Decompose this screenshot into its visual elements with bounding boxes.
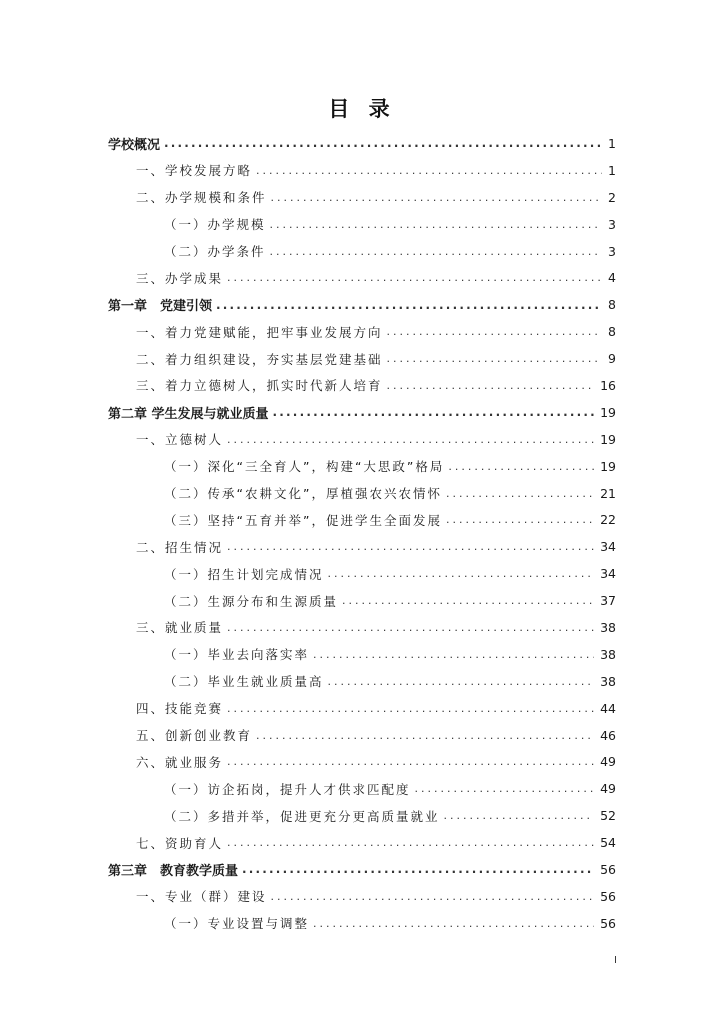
toc-dot-leader bbox=[227, 622, 594, 633]
toc-entry-page-number: 34 bbox=[600, 539, 616, 555]
toc-entry-page-number: 56 bbox=[600, 861, 616, 877]
toc-dot-leader bbox=[256, 165, 602, 176]
toc-dot-leader bbox=[313, 649, 594, 660]
toc-list bbox=[108, 130, 616, 937]
toc-entry-title: （一）毕业去向落实率 bbox=[164, 647, 310, 663]
toc-dot-leader bbox=[227, 837, 594, 848]
toc-entry-title: 学校概况 bbox=[108, 137, 161, 153]
toc-chapter-entry[interactable] bbox=[108, 130, 616, 157]
toc-entry-page-number: 9 bbox=[608, 351, 616, 367]
toc-entry-page-number: 2 bbox=[608, 189, 616, 205]
toc-dot-leader bbox=[328, 676, 595, 687]
toc-entry-page-number: 56 bbox=[600, 915, 616, 931]
toc-section-entry[interactable] bbox=[108, 157, 616, 184]
toc-dot-leader bbox=[270, 219, 603, 230]
toc-entry-title: （一）办学规模 bbox=[164, 217, 266, 233]
toc-dot-leader bbox=[270, 246, 603, 257]
toc-entry-title: 三、办学成果 bbox=[136, 270, 224, 286]
toc-dot-leader bbox=[446, 514, 594, 525]
toc-section-entry[interactable] bbox=[108, 748, 616, 775]
toc-subsection-entry[interactable] bbox=[108, 506, 616, 533]
toc-dot-leader bbox=[271, 192, 603, 203]
toc-dot-leader bbox=[387, 380, 595, 391]
toc-entry-page-number: 37 bbox=[600, 593, 616, 609]
toc-entry-page-number: 52 bbox=[600, 808, 616, 824]
toc-subsection-entry[interactable] bbox=[108, 238, 616, 265]
toc-dot-leader bbox=[415, 783, 595, 794]
toc-dot-leader bbox=[216, 299, 602, 311]
toc-entry-title: 第二章 学生发展与就业质量 bbox=[108, 406, 269, 422]
toc-dot-leader bbox=[387, 353, 603, 364]
toc-entry-page-number: 34 bbox=[600, 566, 616, 582]
toc-dot-leader bbox=[271, 891, 595, 902]
toc-section-entry[interactable] bbox=[108, 264, 616, 291]
toc-dot-leader bbox=[227, 756, 594, 767]
toc-entry-page-number: 38 bbox=[600, 673, 616, 689]
toc-entry-title: 一、着力党建赋能，把牢事业发展方向 bbox=[136, 324, 383, 340]
toc-entry-page-number: 3 bbox=[608, 216, 616, 232]
toc-dot-leader bbox=[242, 863, 594, 875]
toc-entry-page-number: 22 bbox=[600, 512, 616, 528]
toc-section-entry[interactable] bbox=[108, 533, 616, 560]
toc-entry-title: （一）深化“三全育人”，构建“大思政”格局 bbox=[164, 459, 445, 475]
toc-entry-title: （二）办学条件 bbox=[164, 244, 266, 259]
toc-subsection-entry[interactable] bbox=[108, 802, 616, 829]
toc-entry-page-number: 49 bbox=[600, 781, 616, 797]
toc-chapter-entry[interactable] bbox=[108, 399, 616, 426]
toc-section-entry[interactable] bbox=[108, 829, 616, 856]
toc-dot-leader bbox=[227, 541, 594, 552]
toc-dot-leader bbox=[164, 137, 602, 149]
toc-entry-page-number: 44 bbox=[600, 700, 616, 716]
toc-dot-leader bbox=[273, 406, 595, 418]
toc-chapter-entry[interactable] bbox=[108, 856, 616, 883]
toc-subsection-entry[interactable] bbox=[108, 480, 616, 507]
toc-entry-title: （二）多措并举，促进更充分更高质量就业 bbox=[164, 808, 440, 824]
toc-entry-title: 四、技能竞赛 bbox=[136, 701, 224, 717]
toc-dot-leader bbox=[387, 326, 603, 337]
toc-entry-page-number: 38 bbox=[600, 619, 616, 635]
toc-entry-page-number: 19 bbox=[600, 458, 616, 474]
toc-subsection-entry[interactable] bbox=[108, 587, 616, 614]
toc-entry-title: 五、创新创业教育 bbox=[136, 728, 253, 744]
toc-entry-title: 二、着力组织建设，夯实基层党建基础 bbox=[136, 351, 383, 367]
toc-section-entry[interactable] bbox=[108, 426, 616, 453]
toc-entry-title: 二、招生情况 bbox=[136, 539, 224, 555]
toc-subsection-entry[interactable] bbox=[108, 775, 616, 802]
toc-entry-title: 七、资助育人 bbox=[136, 835, 224, 851]
toc-entry-page-number: 46 bbox=[600, 727, 616, 743]
toc-subsection-entry[interactable] bbox=[108, 453, 616, 480]
toc-entry-page-number: 54 bbox=[600, 835, 616, 851]
toc-entry-title: （二）毕业生就业质量高 bbox=[164, 674, 324, 690]
toc-section-entry[interactable] bbox=[108, 722, 616, 749]
toc-entry-title: 三、就业质量 bbox=[136, 620, 224, 636]
toc-entry-title: 第一章 党建引领 bbox=[108, 299, 213, 315]
toc-entry-title: 三、着力立德树人，抓实时代新人培育 bbox=[136, 378, 383, 394]
toc-subsection-entry[interactable] bbox=[108, 668, 616, 695]
toc-entry-title: （一）专业设置与调整 bbox=[164, 916, 310, 932]
toc-title: 目 录 bbox=[328, 97, 396, 121]
toc-section-entry[interactable] bbox=[108, 345, 616, 372]
toc-dot-leader bbox=[448, 461, 594, 472]
toc-entry-title: （一）访企拓岗，提升人才供求匹配度 bbox=[164, 781, 411, 797]
toc-subsection-entry[interactable] bbox=[108, 211, 616, 238]
toc-dot-leader bbox=[227, 703, 594, 714]
toc-entry-page-number: 8 bbox=[608, 297, 616, 313]
toc-entry-page-number: 4 bbox=[608, 270, 616, 286]
toc-dot-leader bbox=[446, 488, 594, 499]
toc-dot-leader bbox=[227, 434, 594, 445]
toc-entry-title: 第三章 教育教学质量 bbox=[108, 863, 239, 879]
toc-dot-leader bbox=[444, 810, 595, 821]
toc-dot-leader bbox=[328, 568, 595, 579]
toc-section-entry[interactable] bbox=[108, 614, 616, 641]
toc-entry-title: 二、办学规模和条件 bbox=[136, 190, 267, 206]
toc-entry-page-number: 19 bbox=[600, 431, 616, 447]
toc-entry-page-number: 8 bbox=[608, 324, 616, 340]
toc-entry-page-number: 49 bbox=[600, 754, 616, 770]
toc-entry-title: 一、专业（群）建设 bbox=[136, 889, 267, 905]
toc-entry-page-number: 21 bbox=[600, 485, 616, 501]
page-number: I bbox=[614, 955, 617, 966]
toc-entry-title: 一、立德树人 bbox=[136, 432, 224, 448]
toc-dot-leader bbox=[342, 595, 594, 606]
toc-section-entry[interactable] bbox=[108, 695, 616, 722]
toc-entry-title: 六、就业服务 bbox=[136, 754, 224, 770]
toc-section-entry[interactable] bbox=[108, 883, 616, 910]
toc-chapter-entry[interactable] bbox=[108, 291, 616, 318]
toc-subsection-entry[interactable] bbox=[108, 641, 616, 668]
toc-entry-page-number: 1 bbox=[608, 135, 616, 151]
toc-entry-page-number: 3 bbox=[608, 243, 616, 259]
toc-section-entry[interactable] bbox=[108, 372, 616, 399]
toc-entry-page-number: 16 bbox=[600, 377, 616, 393]
toc-entry-page-number: 56 bbox=[600, 888, 616, 904]
toc-section-entry[interactable] bbox=[108, 184, 616, 211]
toc-subsection-entry[interactable] bbox=[108, 910, 616, 937]
toc-entry-title: 一、学校发展方略 bbox=[136, 163, 253, 179]
toc-entry-title: （二）传承“农耕文化”，厚植强农兴农情怀 bbox=[164, 486, 442, 502]
toc-dot-leader bbox=[227, 272, 602, 283]
toc-entry-title: （一）招生计划完成情况 bbox=[164, 566, 324, 582]
toc-entry-page-number: 1 bbox=[608, 162, 616, 178]
toc-entry-page-number: 19 bbox=[600, 404, 616, 420]
toc-entry-title: （二）生源分布和生源质量 bbox=[164, 593, 339, 609]
toc-dot-leader bbox=[256, 730, 594, 741]
toc-dot-leader bbox=[313, 918, 594, 929]
toc-subsection-entry[interactable] bbox=[108, 560, 616, 587]
toc-entry-page-number: 38 bbox=[600, 646, 616, 662]
toc-entry-title: （三）坚持“五育并举”，促进学生全面发展 bbox=[164, 512, 442, 528]
toc-section-entry[interactable] bbox=[108, 318, 616, 345]
